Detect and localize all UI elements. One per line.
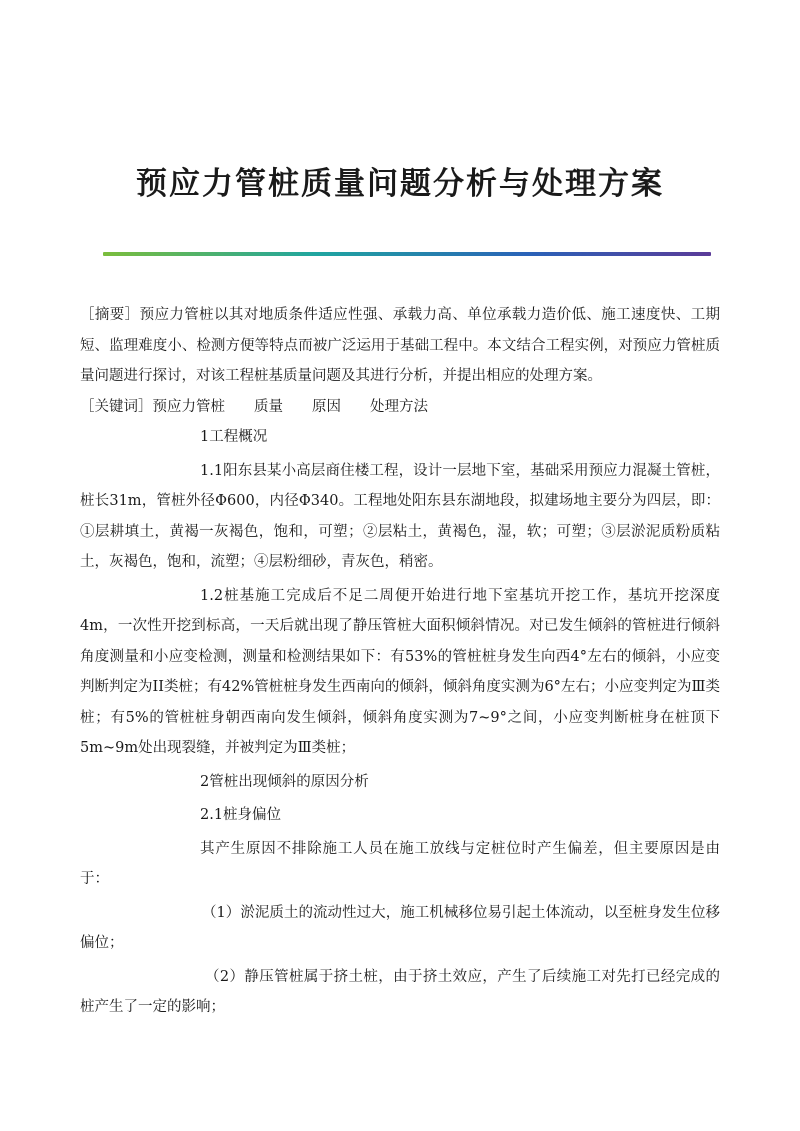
document-title: 预应力管桩质量问题分析与处理方案 xyxy=(136,166,664,202)
document-body xyxy=(80,300,720,1023)
section-1-heading: 1工程概况 xyxy=(200,429,268,445)
section-2-heading: 2管桩出现倾斜的原因分析 xyxy=(200,773,369,790)
keywords-line: ［关键词］预应力管桩 质量 原因 处理方法 xyxy=(80,398,428,415)
section-2-1-paragraph: 其产生原因不排除施工人员在施工放线与定桩位时产生偏差，但主要原因是由于： xyxy=(80,840,720,887)
title-divider xyxy=(103,252,711,256)
section-1-1-paragraph: 1.1阳东县某小高层商住楼工程，设计一层地下室，基础采用预应力混凝土管桩，桩长31m，管桩外径Φ600，内径Φ340。工程地处阳东县东湖地段，拟建场地主要分为四层，即：①层耕填土，黄褐一灰褐色，饱和，可塑；②层粘土，黄褐色，湿，软；可塑；③层淤泥质粉质粘土，灰褐色，饱和，流塑；④层粉细砂，青灰色，稍密。 xyxy=(80,462,720,570)
list-item-1: （1）淤泥质土的流动性过大，施工机械移位易引起土体流动，以至桩身发生位移偏位； xyxy=(80,904,720,951)
section-1-2-paragraph: 1.2桩基施工完成后不足二周便开始进行地下室基坑开挖工作，基坑开挖深度4m，一次性开挖到标高，一天后就出现了静压管桩大面积倾斜情况。对已发生倾斜的管桩进行倾斜角度测量和小应变检测，测量和检测结果如下：有53%的管桩桩身发生向西4°左右的倾斜，小应变判断判定为II类桩；有42%管桩桩身发生西南向的倾斜，倾斜角度实测为6°左右；小应变判定为Ⅲ类桩；有5%的管桩桩身朝西南向发生倾斜，倾斜角度实测为7~9°之间，小应变判断桩身在桩顶下5m~9m处出现裂缝，并被判定为Ⅲ类桩； xyxy=(80,587,720,756)
section-2-1-heading: 2.1桩身偏位 xyxy=(200,807,282,823)
list-item-2: （2）静压管桩属于挤土桩，由于挤土效应，产生了后续施工对先打已经完成的桩产生了一定的影响； xyxy=(80,968,720,1015)
abstract-paragraph: ［摘要］预应力管桩以其对地质条件适应性强、承载力高、单位承载力造价低、施工速度快、工期短、监理难度小、检测方便等特点而被广泛运用于基础工程中。本文结合工程实例，对预应力管桩质量问题进行探讨，对该工程桩基质量问题及其进行分析，并提出相应的处理方案。 xyxy=(80,307,720,384)
